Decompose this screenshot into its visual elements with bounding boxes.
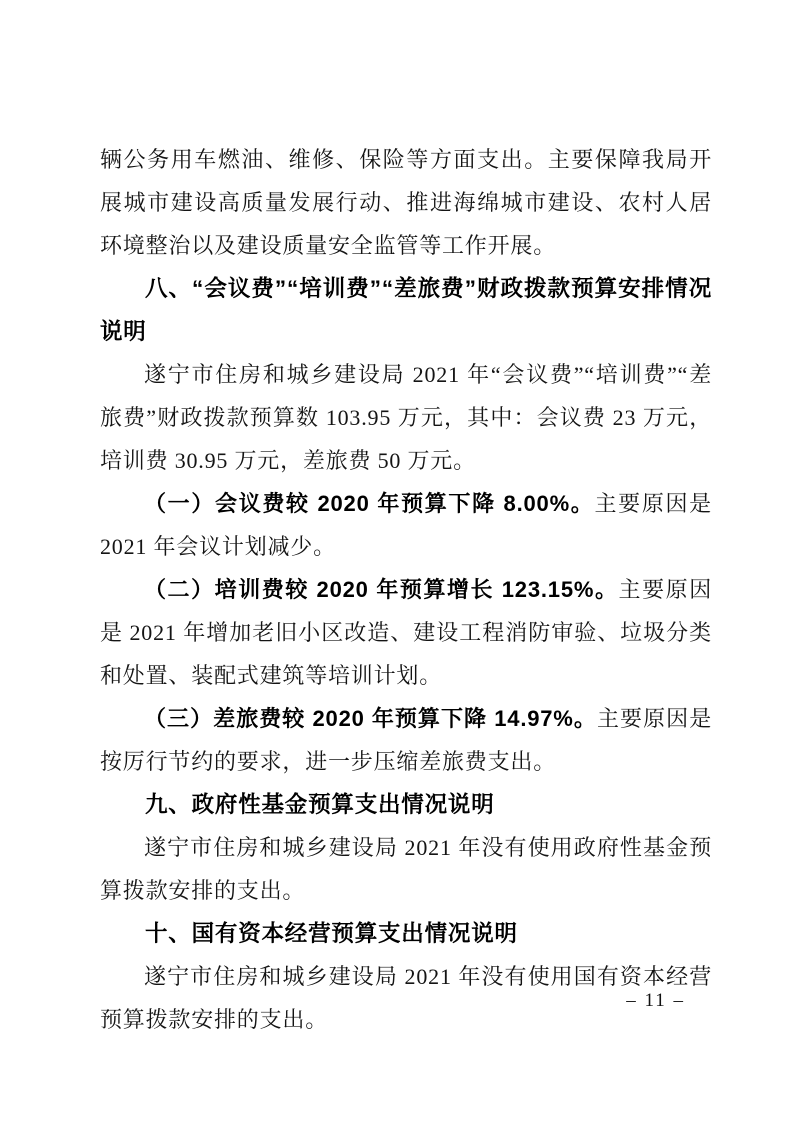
training-fee-lead-bold: （二）培训费较 2020 年预算增长 123.15%。	[144, 577, 619, 602]
paragraph-government-fund: 遂宁市住房和城乡建设局 2021 年没有使用政府性基金预算拨款安排的支出。	[100, 835, 712, 903]
paragraph-vehicle-expense-continuation: 辆公务用车燃油、维修、保险等方面支出。主要保障我局开展城市建设高质量发展行动、推进海绵城市建设、农村人居环境整治以及建设质量安全监管等工作开展。	[100, 147, 712, 258]
page-number: – 11 –	[626, 990, 685, 1011]
paragraph-fees-budget-total: 遂宁市住房和城乡建设局 2021 年“会议费”“培训费”“差旅费”财政拨款预算数 103.95 万元，其中：会议费 23 万元，培训费 30.95 万元，差旅费 50 万元。	[100, 362, 712, 473]
section-heading-9: 九、政府性基金预算支出情况说明	[145, 792, 495, 817]
travel-fee-lead-bold: （三）差旅费较 2020 年预算下降 14.97%。	[144, 706, 597, 731]
paragraph-meeting-fee	[100, 482, 712, 568]
paragraph-state-capital: 遂宁市住房和城乡建设局 2021 年没有使用国有资本经营预算拨款安排的支出。	[100, 964, 712, 1032]
training-fee-reason: 主要原因是 2021 年增加老旧小区改造、建设工程消防审验、垃圾分类和处置、装配式建筑等培训计划。	[100, 577, 713, 688]
travel-fee-reason: 主要原因是按厉行节约的要求，进一步压缩差旅费支出。	[100, 706, 712, 774]
paragraph-training-fee	[100, 568, 712, 697]
section-heading-8: 八、“会议费”“培训费”“差旅费”财政拨款预算安排情况说明	[100, 276, 712, 344]
document-body	[100, 138, 712, 1041]
meeting-fee-lead-bold: （一）会议费较 2020 年预算下降 8.00%。	[144, 491, 595, 516]
paragraph-travel-fee	[100, 697, 712, 783]
section-heading-10: 十、国有资本经营预算支出情况说明	[145, 921, 518, 946]
meeting-fee-reason: 主要原因是 2021 年会议计划减少。	[100, 491, 712, 559]
